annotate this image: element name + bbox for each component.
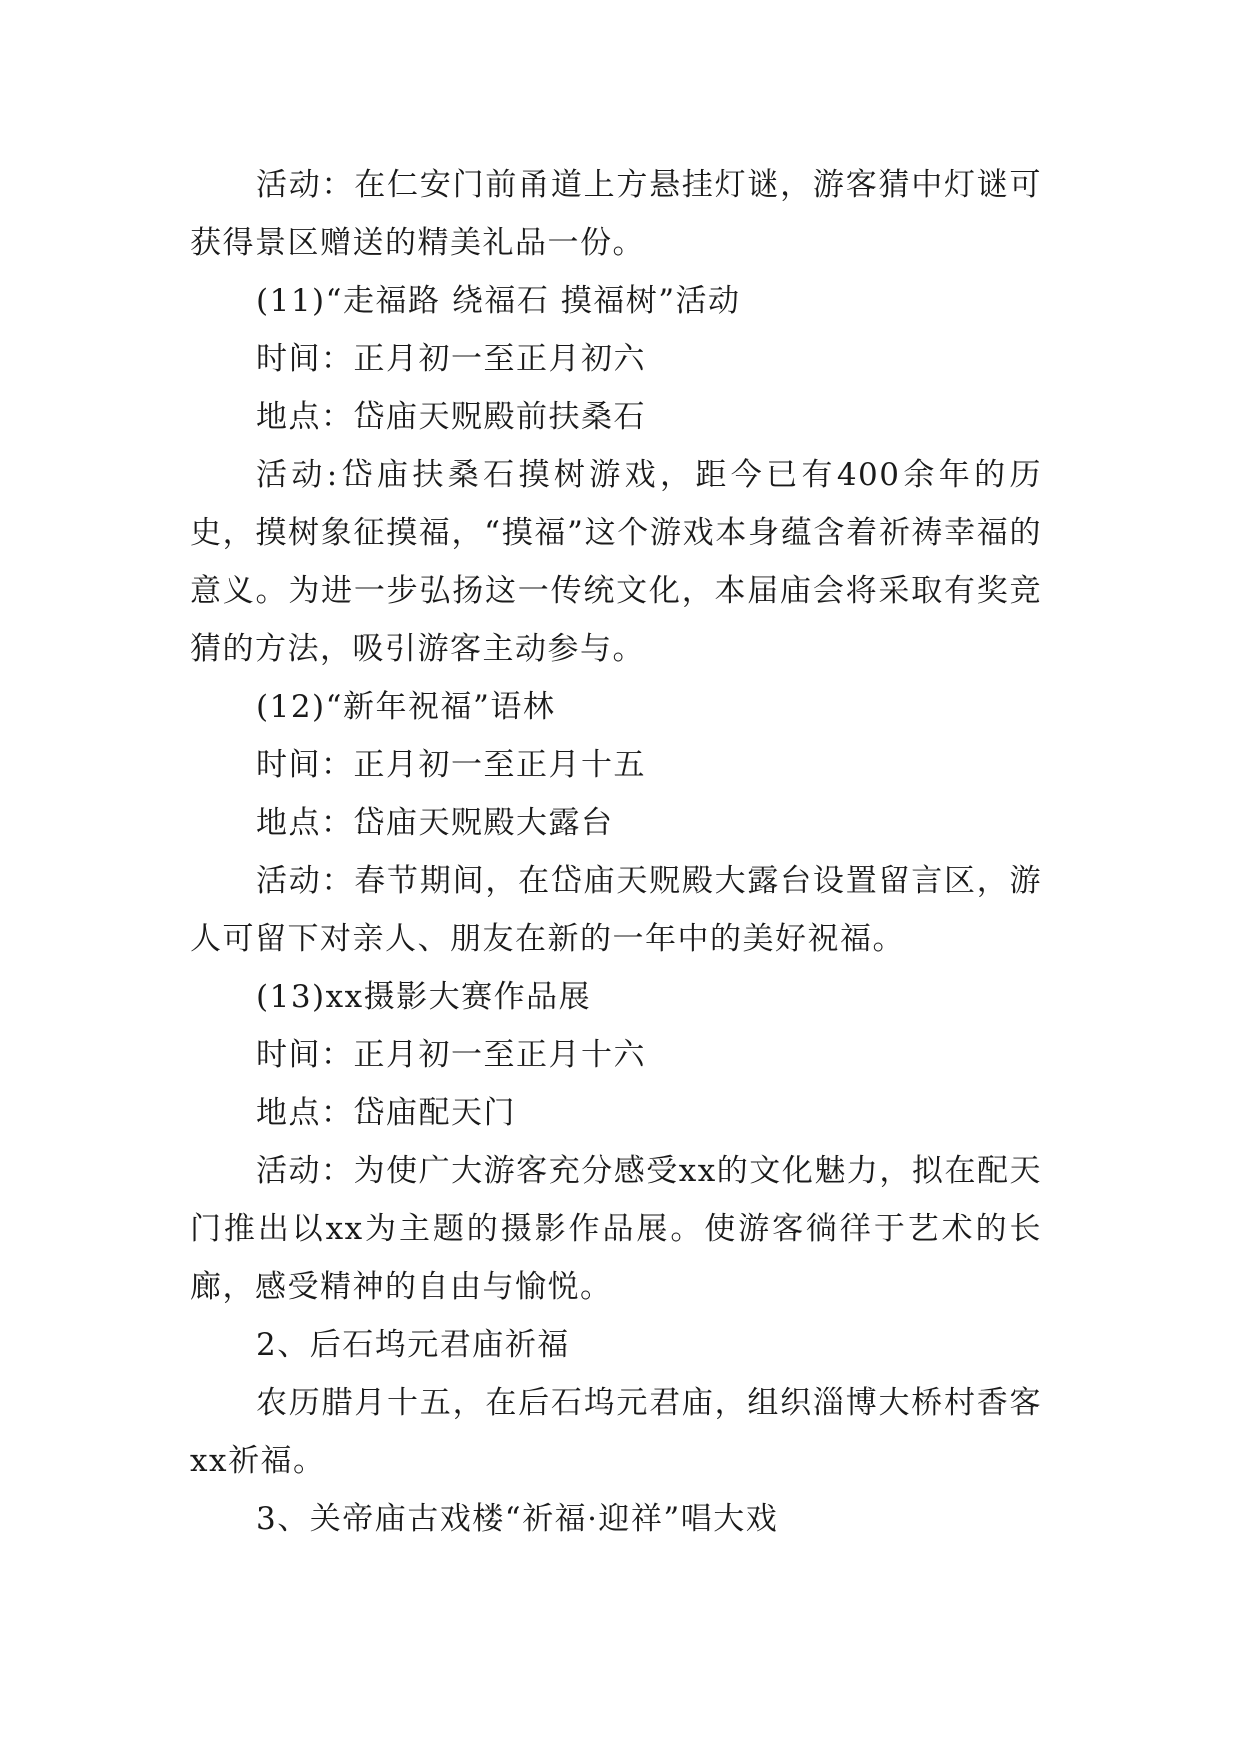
item-12-activity: 活动：春节期间，在岱庙天贶殿大露台设置留言区，游人可留下对亲人、朋友在新的一年中的美好祝福。 xyxy=(190,863,1042,957)
heading-item-13: (13)xx摄影大赛作品展 xyxy=(256,979,592,1015)
item-11-location: 地点：岱庙天贶殿前扶桑石 xyxy=(256,399,646,435)
heading-section-3: 3、关帝庙古戏楼“祈福·迎祥”唱大戏 xyxy=(256,1501,779,1537)
paragraph-lantern-activity: 活动：在仁安门前甬道上方悬挂灯谜，游客猜中灯谜可获得景区赠送的精美礼品一份。 xyxy=(190,167,1042,261)
item-13-activity: 活动：为使广大游客充分感受xx的文化魅力，拟在配天门推出以xx为主题的摄影作品展。使游客徜徉于艺术的长廊，感受精神的自由与愉悦。 xyxy=(190,1153,1042,1305)
document-body xyxy=(190,156,1042,1548)
heading-item-12: (12)“新年祝福”语林 xyxy=(256,689,556,725)
heading-section-2: 2、后石坞元君庙祈福 xyxy=(256,1327,570,1363)
item-12-time: 时间：正月初一至正月十五 xyxy=(256,747,646,783)
item-13-location: 地点：岱庙配天门 xyxy=(256,1095,516,1131)
item-11-time: 时间：正月初一至正月初六 xyxy=(256,341,646,377)
section-2-body: 农历腊月十五，在后石坞元君庙，组织淄博大桥村香客xx祈福。 xyxy=(190,1385,1042,1479)
heading-item-11: (11)“走福路 绕福石 摸福树”活动 xyxy=(256,283,741,319)
item-11-activity: 活动:岱庙扶桑石摸树游戏，距今已有400余年的历史，摸树象征摸福，“摸福”这个游戏本身蕴含着祈祷幸福的意义。为进一步弘扬这一传统文化，本届庙会将采取有奖竞猜的方法，吸引游客主动参与。 xyxy=(190,457,1042,667)
item-12-location: 地点：岱庙天贶殿大露台 xyxy=(256,805,614,841)
item-13-time: 时间：正月初一至正月十六 xyxy=(256,1037,646,1073)
